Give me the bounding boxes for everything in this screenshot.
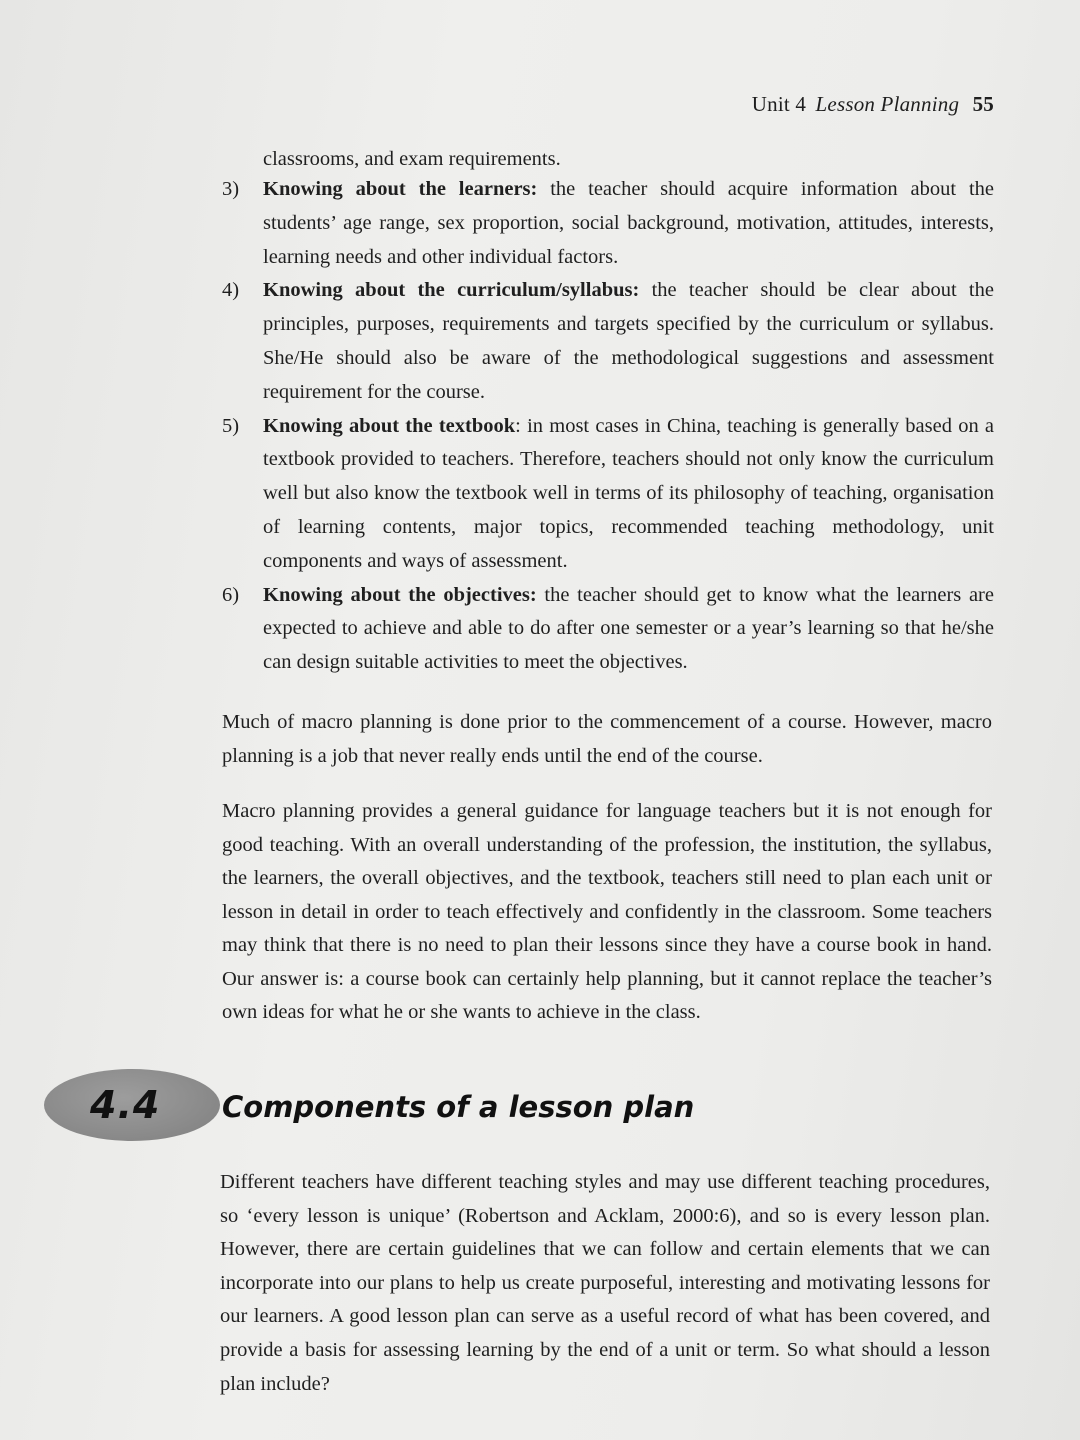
paragraph-macro-planning-timing: Much of macro planning is done prior to the commencement of a course. However, macro planning is a job that never really ends until the end of the course. [222, 711, 992, 767]
paragraph-lesson-plan-intro: Different teachers have different teaching styles and may use different teaching procedures, so ‘every lesson is unique’ (Robertson and Acklam, 2000:6), and so is every lesson plan. However, there are certain guidelines that we can follow and certain elements that we can incorporate into our plans to help us create purposeful, interesting and motivating lessons for our learners. A good lesson plan can serve as a useful record of what has been covered, and provide a basis for assessing learning by the end of a unit or term. So what should a lesson plan include? [220, 1171, 990, 1395]
header-topic: Lesson Planning [815, 92, 960, 116]
section-heading: Components of a lesson plan [222, 1090, 695, 1124]
knowledge-list [222, 173, 994, 680]
list-item-number: 5) [222, 414, 240, 437]
list-item-term: Knowing about the curriculum/syllabus: [263, 279, 640, 302]
list-item-text: the teacher should acquire information about the students’ age range, sex proportion, social background, motivation, attitudes, interests, learning needs and other individual factors. [263, 178, 995, 268]
running-header [752, 92, 994, 117]
header-unit: Unit 4 [751, 92, 807, 116]
section-number: 4.4 [90, 1083, 161, 1127]
list-item-term: Knowing about the learners: [263, 178, 538, 200]
list-item-number: 6) [222, 583, 240, 606]
continuation-text: classrooms, and exam requirements. [263, 148, 561, 170]
list-item-number: 4) [222, 279, 240, 302]
list-item-term: Knowing about the textbook [263, 414, 516, 437]
list-item-objectives [222, 579, 994, 680]
list-item-learners [222, 173, 994, 274]
list-item-text: : in most cases in China, teaching is generally based on a textbook provided to teachers. Therefore, teachers should not only know the curriculum well but also know the textbook well in terms of its philosophy of teaching, organisation of learning contents, major topics, recommended teaching methodology, unit components and ways of assessment. [263, 414, 995, 572]
page-number: 55 [972, 92, 994, 116]
list-item-text: the teacher should be clear about the principles, purposes, requirements and targets specified by the curriculum or syllabus. She/He should also be aware of the methodological suggestions and assessment requirement for the course. [263, 279, 994, 403]
list-item-text: the teacher should get to know what the learners are expected to achieve and able to do after one semester or a year’s learning so that he/she can design suitable activities to meet the objectives. [263, 583, 994, 674]
list-item-textbook [222, 410, 994, 579]
paragraph-macro-planning-guidance: Macro planning provides a general guidance for language teachers but it is not enough for good teaching. With an overall understanding of the profession, the institution, the syllabus, the learners, the overall objectives, and the textbook, teachers still need to plan each unit or lesson in detail in order to teach effectively and confidently in the classroom. Some teachers may think that there is no need to plan their lessons since they have a course book in hand. Our answer is: a course book can certainly help planning, but it cannot replace the teacher’s own ideas for what he or she wants to achieve in the class. [222, 800, 992, 1023]
list-item-term: Knowing about the objectives: [263, 583, 537, 606]
list-item-curriculum [222, 274, 994, 409]
list-item-number: 3) [222, 178, 240, 200]
